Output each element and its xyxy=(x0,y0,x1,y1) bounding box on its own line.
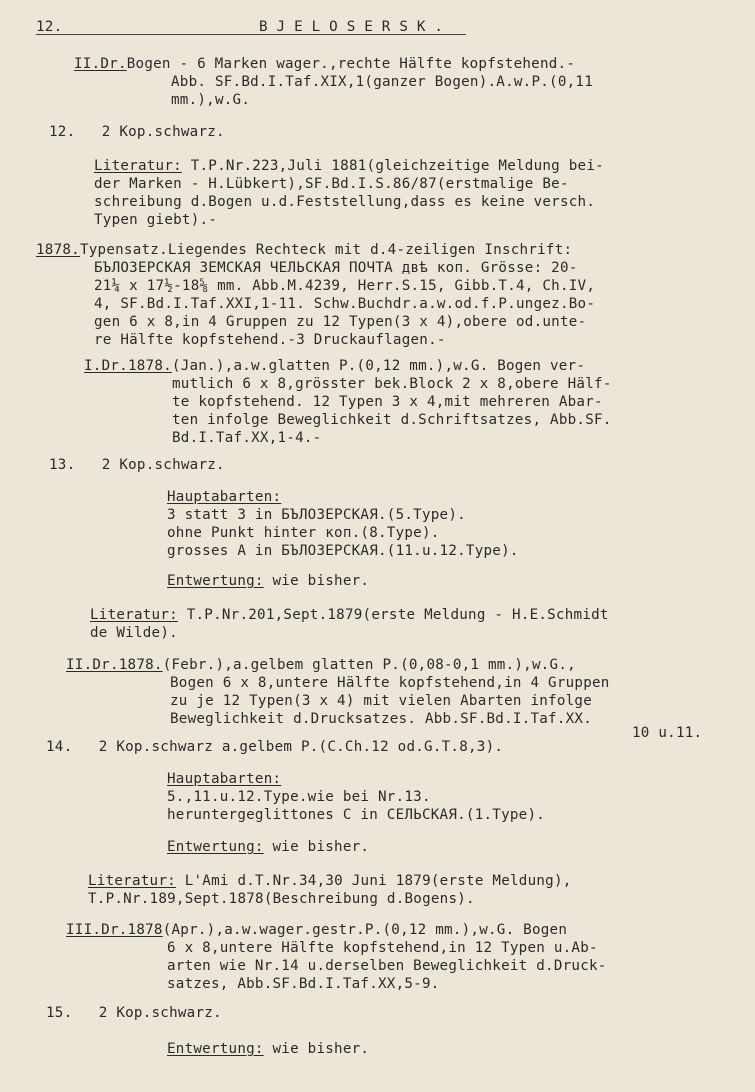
variety-line: ohne Punkt hinter коп.(8.Type). xyxy=(167,525,440,541)
print-run-line: zu je 12 Typen(3 x 4) mit vielen Abarten infolge xyxy=(170,693,592,709)
literature-line: de Wilde). xyxy=(90,625,178,641)
print-run-line: Beweglichkeit d.Drucksatzes. Abb.SF.Bd.I.Taf.XX. xyxy=(170,711,592,727)
print-run-line: II.Dr.1878.(Febr.),a.gelbem glatten P.(0,08-0,1 mm.),w.G., xyxy=(66,657,576,673)
literature-line: T.P.Nr.189,Sept.1878(Beschreibung d.Bogens). xyxy=(88,891,475,907)
literature-line: schreibung d.Bogen u.d.Feststellung,dass es keine versch. xyxy=(94,194,596,210)
print-run-line: te kopfstehend. 12 Typen 3 x 4,mit mehreren Abar- xyxy=(172,394,603,410)
stamp-entry-12: 12. 2 Kop.schwarz. xyxy=(49,124,225,140)
print-run-line: I.Dr.1878.(Jan.),a.w.glatten P.(0,12 mm.),w.G. Bogen ver- xyxy=(84,358,586,374)
print-run-line: Bogen 6 x 8,untere Hälfte kopfstehend,in 4 Gruppen xyxy=(170,675,610,691)
print-run-label: I.Dr.1878. xyxy=(84,358,172,374)
literature-line: Typen giebt).- xyxy=(94,212,218,228)
stamp-entry-13: 13. 2 Kop.schwarz. xyxy=(49,457,225,473)
print-run-line: ten infolge Beweglichkeit d.Schriftsatzes, Abb.SF. xyxy=(172,412,612,428)
year-section-line: re Hälfte kopfstehend.-3 Druckauflagen.- xyxy=(94,332,446,348)
print-run-line: 10 u.11. xyxy=(632,725,703,741)
print-run-label: II.Dr. xyxy=(74,56,127,72)
print-run-label: II.Dr.1878. xyxy=(66,657,163,673)
print-run-line: Bd.I.Taf.XX,1-4.- xyxy=(172,430,322,446)
variety-line: 5.,11.u.12.Type.wie bei Nr.13. xyxy=(167,789,431,805)
header-rule xyxy=(36,34,466,35)
print-run-line: 6 x 8,untere Hälfte kopfstehend,in 12 Typen u.Ab- xyxy=(167,940,598,956)
cancellation-label: Entwertung: xyxy=(167,1041,264,1057)
print-run-line: III.Dr.1878(Apr.),a.w.wager.gestr.P.(0,12 mm.),w.G. Bogen xyxy=(66,922,568,938)
variety-line: grosses A in БЪЛОЗЕРСКАЯ.(11.u.12.Type). xyxy=(167,543,519,559)
literature-line: der Marken - H.Lübkert),SF.Bd.I.S.86/87(erstmalige Be- xyxy=(94,176,569,192)
print-run-label: III.Dr.1878 xyxy=(66,922,163,938)
variety-line: 3 statt 3 in БЪЛОЗЕРСКАЯ.(5.Type). xyxy=(167,507,466,523)
stamp-entry-14: 14. 2 Kop.schwarz a.gelbem P.(C.Ch.12 od.G.T.8,3). xyxy=(46,739,504,755)
literature-label: Literatur: xyxy=(94,158,182,174)
year-section-line: 1878.Typensatz.Liegendes Rechteck mit d.4-zeiligen Inschrift: xyxy=(36,242,573,258)
varieties-label: Hauptabarten: xyxy=(167,771,282,787)
cancellation-label: Entwertung: xyxy=(167,573,264,589)
year-label: 1878. xyxy=(36,242,80,258)
literature-line: Literatur: T.P.Nr.223,Juli 1881(gleichzeitige Meldung bei- xyxy=(94,158,604,174)
year-section-line: gen 6 x 8,in 4 Gruppen zu 12 Typen(3 x 4),obere od.unte- xyxy=(94,314,587,330)
print-run-line: satzes, Abb.SF.Bd.I.Taf.XX,5-9. xyxy=(167,976,440,992)
literature-label: Literatur: xyxy=(88,873,176,889)
year-section-line: 21¼ x 17½-18⅝ mm. Abb.M.4239, Herr.S.15, Gibb.T.4, Ch.IV, xyxy=(94,278,596,294)
literature-label: Literatur: xyxy=(90,607,178,623)
year-section-line: БЪЛОЗЕРСКАЯ ЗЕМСКАЯ ЧЕЛЬСКАЯ ПОЧТА двѣ коп. Grösse: 20- xyxy=(94,260,578,276)
cancellation-line: Entwertung: wie bisher. xyxy=(167,1041,370,1057)
print-run-line: mutlich 6 x 8,grösster bek.Block 2 x 8,obere Hälf- xyxy=(172,376,612,392)
literature-line: Literatur: L'Ami d.T.Nr.34,30 Juni 1879(erste Meldung), xyxy=(88,873,572,889)
year-section-line: 4, SF.Bd.I.Taf.XXI,1-11. Schw.Buchdr.a.w.od.f.P.ungez.Bo- xyxy=(94,296,596,312)
print-run-line: arten wie Nr.14 u.derselben Beweglichkeit d.Druck- xyxy=(167,958,607,974)
entry-line: Abb. SF.Bd.I.Taf.XIX,1(ganzer Bogen).A.w.P.(0,11 xyxy=(171,74,593,90)
cancellation-label: Entwertung: xyxy=(167,839,264,855)
literature-line: Literatur: T.P.Nr.201,Sept.1879(erste Meldung - H.E.Schmidt xyxy=(90,607,609,623)
cancellation-line: Entwertung: wie bisher. xyxy=(167,839,370,855)
variety-line: heruntergeglittones C in СЕЛЬСКАЯ.(1.Type). xyxy=(167,807,546,823)
varieties-label: Hauptabarten: xyxy=(167,489,282,505)
page-number: 12. xyxy=(36,19,63,35)
cancellation-line: Entwertung: wie bisher. xyxy=(167,573,370,589)
entry-line: II.Dr.Bogen - 6 Marken wager.,rechte Hälfte kopfstehend.- xyxy=(74,56,576,72)
stamp-entry-15: 15. 2 Kop.schwarz. xyxy=(46,1005,222,1021)
page-title: BJELOSERSK. xyxy=(259,19,452,35)
entry-line: mm.),w.G. xyxy=(171,92,251,108)
